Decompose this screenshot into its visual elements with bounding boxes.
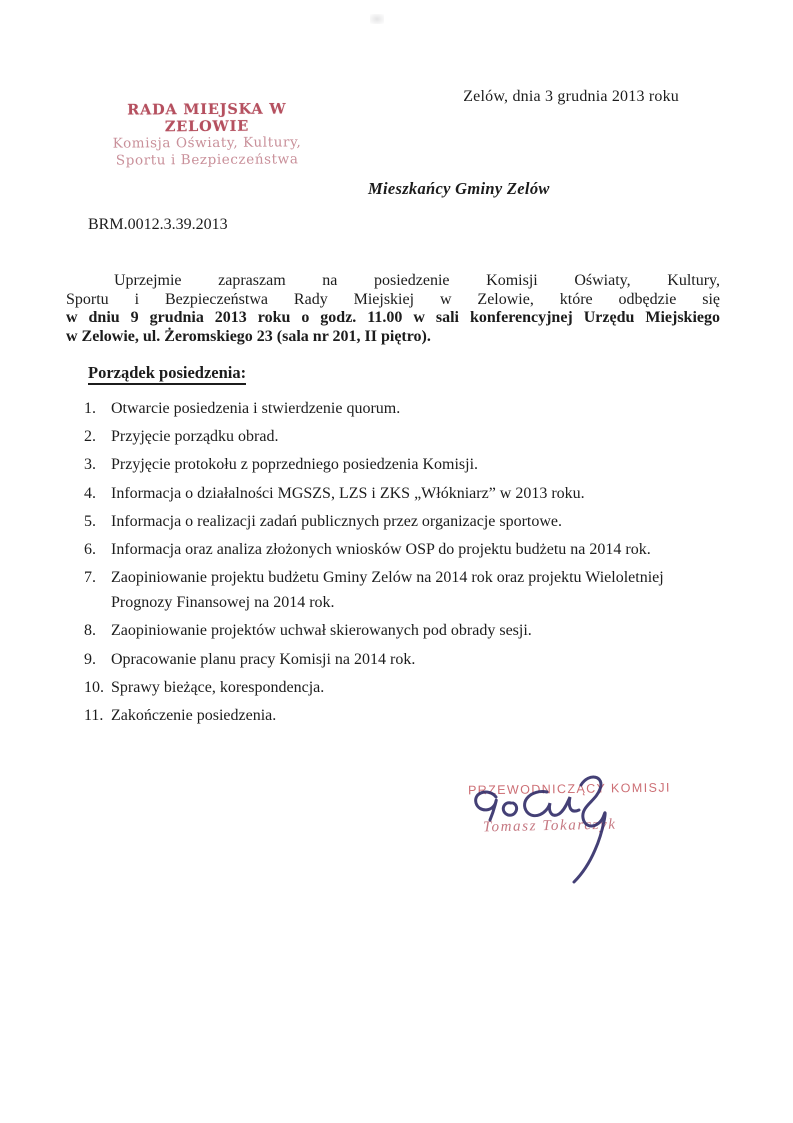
stamp-committee-line1: Komisja Oświaty, Kultury, [112,134,302,152]
agenda-item-number: 11. [84,706,104,724]
intro-line-3: w dniu 9 grudnia 2013 roku o godz. 11.00 w sali konferencyjnej Urzędu Miejskiego [66,309,720,327]
agenda-item-text: Opracowanie planu pracy Komisji na 2014 rok. [111,650,416,668]
agenda-item-number: 1. [84,400,96,417]
agenda-item-3 [84,452,724,477]
intro-line-1: Uprzejmie zapraszam na posiedzenie Komisji Oświaty, Kultury, [114,272,720,289]
agenda-item-text: Otwarcie posiedzenia i stwierdzenie quorum. [111,400,401,417]
agenda-item-text: Zaopiniowanie projektów uchwał skierowanych pod obrady sesji. [111,622,532,640]
agenda-heading: Porządek posiedzenia: [88,363,246,383]
agenda-item-4 [84,481,724,506]
agenda-item-number: 8. [84,622,96,640]
agenda-item-text: Sprawy bieżące, korespondencja. [111,678,325,696]
reference-number: BRM.0012.3.39.2013 [88,216,228,233]
agenda-item-7 [84,565,724,615]
agenda-item-6 [84,537,724,562]
agenda-item-text: Informacja o realizacji zadań publicznych przez organizacje sportowe. [111,512,563,530]
agenda-item-text: Przyjęcie porządku obrad. [111,428,279,446]
chairman-name-stamp: Tomasz Tokarczyk [482,816,617,836]
agenda-item-number: 4. [84,484,96,502]
agenda-item-number: 3. [84,456,96,474]
agenda-item-number: 10. [84,678,104,696]
agenda-item-number: 7. [84,569,96,587]
intro-line-4: w Zelowie, ul. Żeromskiego 23 (sala nr 201, II piętro). [66,328,431,346]
signature-block [455,770,685,890]
agenda-item-2 [84,424,724,449]
agenda-item-number: 9. [84,650,96,668]
intro-line-2: Sportu i Bezpieczeństwa Rady Miejskiej w Zelowie, które odbędzie się [66,290,720,308]
agenda-item-text: Informacja oraz analiza złożonych wniosków OSP do projektu budżetu na 2014 rok. [111,540,651,558]
chairman-stamp-title: PRZEWODNICZĄCY KOMISJI [467,780,671,798]
intro-paragraph [66,272,720,347]
agenda-item-9 [84,647,724,672]
agenda-item-11 [84,703,724,728]
agenda-item-number: 2. [84,428,96,446]
agenda-item-8 [84,618,724,643]
agenda-item-text: Przyjęcie protokołu z poprzedniego posiedzenia Komisji. [111,456,479,474]
agenda-item-text: Informacja o działalności MGSZS, LZS i ZKS „Włókniarz” w 2013 roku. [111,484,585,502]
agenda-item-text: Zakończenie posiedzenia. [111,706,277,724]
agenda-item-number: 6. [84,540,96,558]
addressee-line: Mieszkańcy Gminy Zelów [368,179,550,198]
agenda-item-number: 5. [84,512,96,530]
agenda-list [84,396,724,731]
stamp-committee-line2: Sportu i Bezpieczeństwa [115,151,299,169]
agenda-item-5 [84,509,724,534]
date-line: Zelów, dnia 3 grudnia 2013 roku [463,88,679,105]
agenda-item-1 [84,396,724,421]
agenda-item-10 [84,675,724,700]
handwritten-signature [455,770,655,890]
stamp-org-name: RADA MIEJSKA W ZELOWIE [127,100,287,136]
agenda-item-text: Zaopiniowanie projektu budżetu Gminy Zelów na 2014 rok oraz projektu Wieloletniej Prognozy Finansowej na 2014 rok. [111,569,664,612]
scan-artifact [370,14,384,24]
council-header-stamp [92,100,322,170]
